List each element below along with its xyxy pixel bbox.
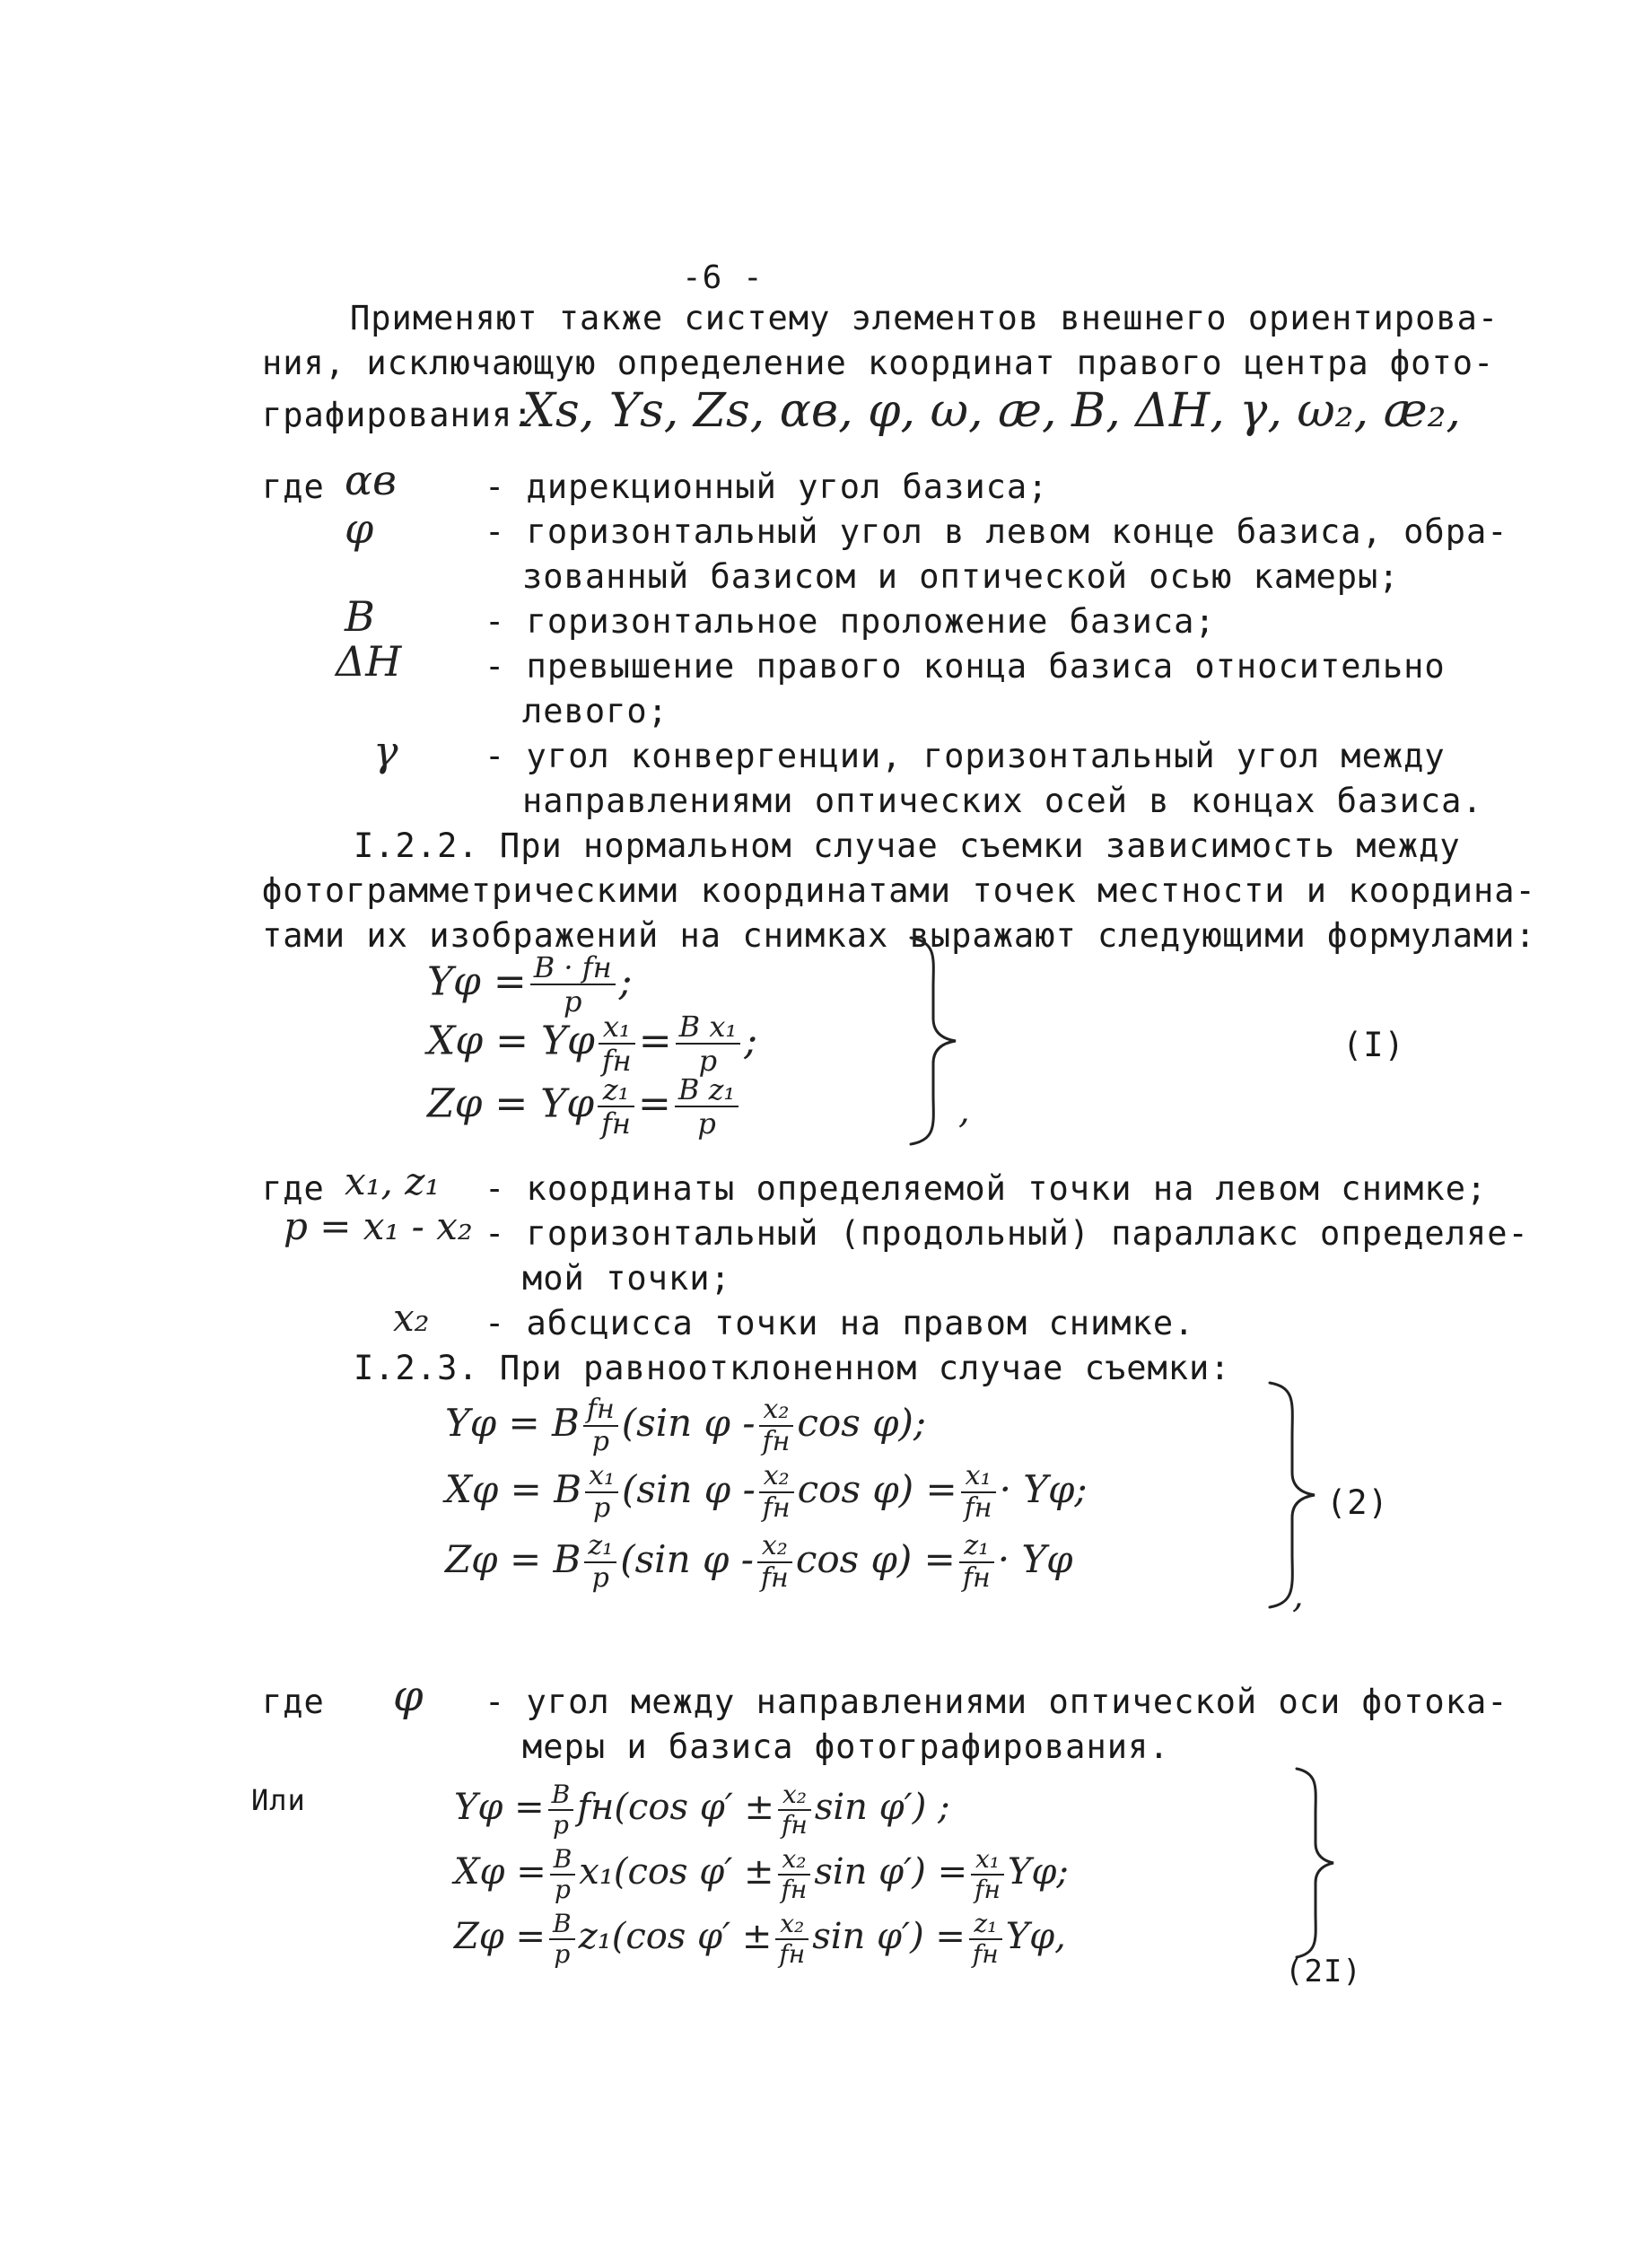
section-123: I.2.3. При равноотклоненном случае съемки: [354,1349,1231,1387]
formula-3-line-3: Zφ = $\frac{B}{p}$ z₁(cos φ′ ± $\frac{\text{x₂}}{fн}$ sin φ′) = $\frac{\text{z₁}}{fн}$ Yφ, [454,1909,1066,1969]
section-122-line-1: I.2.2. При нормальном случае съемки зависимость между [354,826,1461,865]
formula-1-l1-lhs: Yφ = [427,958,527,1005]
defs1-symbol-1: αв [345,456,397,504]
formula-1-brace [906,933,960,1149]
defs1-item-4: - превышение правого конца базиса относительно [485,647,1446,686]
formula-1-l1-tail: ; [618,958,633,1005]
defs2-symbol-3: x₂ [393,1296,430,1340]
defs1-symbol-3: B [345,592,375,641]
defs2-symbol-1: x₁, z₁ [345,1159,441,1203]
formula-1-comma: , [958,1090,970,1132]
defs2-item-3: - абсцисса точки на правом снимке. [485,1304,1195,1342]
defs1-item-2-cont: зованный базисом и оптической осью камеры; [522,557,1400,596]
defs1-item-5: - угол конвергенции, горизонтальный угол между [485,737,1446,775]
defs1-symbol-2: φ [345,504,374,553]
defs2-item-1: - координаты определяемой точки на левом снимке; [485,1169,1488,1208]
formula-1-l1-frac: $\frac{B \cdot fн}{p}$ [530,953,616,1016]
defs1-item-5-cont: направлениями оптических осей в концах базиса. [522,782,1483,820]
defs1-where: где [262,468,325,506]
formula-3-line-2: Xφ = $\frac{B}{p}$ x₁(cos φ′ ± $\frac{\text{x₂}}{fн}$ sin φ′) = $\frac{\text{x₁}}{fн}$ Yφ; [454,1844,1069,1904]
section-122-line-3: тами их изображений на снимках выражают следующими формулами: [262,916,1536,955]
intro-line-1: Применяют также систему элементов внешнего ориентирова- [350,299,1499,337]
section-122-line-2: фотограмметрическими координатами точек местности и координа- [262,871,1536,910]
page-number: -6 - [682,259,764,296]
defs1-item-3: - горизонтальное проложение базиса; [485,602,1216,641]
defs1-symbol-5: γ [373,727,398,775]
formula-3-line-1: Yφ = $\frac{B}{p}$ fн(cos φ′ ± $\frac{\text{x₂}}{fн}$ sin φ′) ; [454,1779,950,1840]
formula-1-line-1 [427,950,633,1019]
formula-2-comma: , [1292,1575,1304,1616]
defs1-symbol-4: ΔH [336,637,402,686]
defs1-item-2: - горизонтальный угол в левом конце базиса, обра- [485,512,1508,551]
formula-2-line-2: Xφ = B $\frac{\text{x₁}}{p}$ (sin φ - $\frac{\text{x₂}}{fн}$ cos φ) = $\frac{\text{x₁}}{fн}$ · Yφ; [445,1460,1088,1524]
defs2-item-2-cont: мой точки; [522,1259,731,1298]
formula-3-label: (2I) [1285,1954,1362,1989]
intro-line-2: ния, исключающую определение координат правого центра фото- [262,344,1495,382]
defs1-item-1: - дирекционный угол базиса; [485,468,1049,506]
defs3-text: - угол между направлениями оптической оси фотока- [485,1683,1508,1721]
defs3-cont: меры и базиса фотографирования. [522,1727,1170,1766]
intro-line-3-text: графирования: [262,396,534,434]
defs3-where: где [262,1683,325,1721]
formula-2-line-3: Zφ = B $\frac{\text{z₁}}{p}$ (sin φ - $\frac{\text{x₂}}{fн}$ cos φ) = $\frac{\text{z₁}}{fн}$ · Yφ [445,1530,1073,1594]
defs1-item-4-cont: левого; [522,692,669,730]
defs3-symbol: φ [393,1671,424,1721]
formula-3-prefix: Или [251,1783,306,1817]
defs2-item-2: - горизонтальный (продольный) параллакс определяе- [485,1214,1529,1253]
formula-1-line-3: Zφ = Yφ $\frac{\text{z₁}}{fн}$ = $\frac{\text{B z₁}}{p}$ [427,1075,742,1138]
defs2-symbol-2: p = x₁ - x₂ [284,1204,473,1248]
defs2-where: где [262,1169,325,1208]
formula-2-line-1: Yφ = B $\frac{fн}{p}$ (sin φ - $\frac{\text{x₂}}{fн}$ cos φ); [445,1394,927,1457]
formula-3-brace [1292,1764,1337,1962]
formula-2-label: (2) [1326,1483,1389,1522]
intro-line-3-symbols: Xs, Ys, Zs, αв, φ, ω, æ, B, ΔH, γ, ω₂, æ₂, [522,384,1461,438]
formula-1-line-2: Xφ = Yφ $\frac{\text{x₁}}{fн}$ = $\frac{\text{B x₁}}{p}$ ; [427,1010,758,1078]
formula-1-label: (I) [1342,1026,1405,1064]
